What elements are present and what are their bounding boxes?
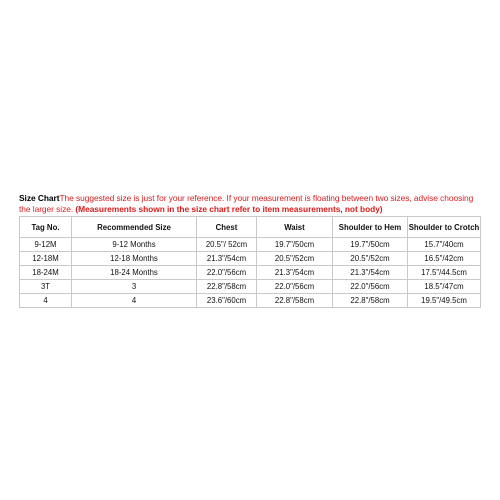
size-table [19, 216, 481, 308]
table-cell: 19.7"/50cm [257, 238, 333, 252]
table-cell: 15.7"/40cm [408, 238, 481, 252]
table-cell: 22.0"/56cm [257, 280, 333, 294]
table-row [20, 266, 481, 280]
table-cell: 22.8"/58cm [257, 294, 333, 308]
table-cell: 23.6"/60cm [197, 294, 257, 308]
size-chart-emphasis: (Measurements shown in the size chart refer to item measurements, not body) [75, 203, 383, 214]
column-header-shoulder-to-hem: Shoulder to Hem [333, 217, 408, 238]
table-cell: 20.5"/52cm [257, 252, 333, 266]
table-cell: 3T [20, 280, 72, 294]
table-cell: 17.5"/44.5cm [408, 266, 481, 280]
table-row [20, 252, 481, 266]
table-cell: 22.0"/56cm [197, 266, 257, 280]
table-cell: 19.7"/50cm [333, 238, 408, 252]
size-chart-intro [19, 193, 479, 214]
column-header-chest: Chest [197, 217, 257, 238]
table-cell: 20.5"/ 52cm [197, 238, 257, 252]
table-row [20, 238, 481, 252]
table-cell: 20.5"/52cm [333, 252, 408, 266]
table-cell: 21.3"/54cm [257, 266, 333, 280]
table-cell: 16.5"/42cm [408, 252, 481, 266]
table-cell: 19.5"/49.5cm [408, 294, 481, 308]
table-cell: 9-12 Months [72, 238, 197, 252]
table-cell: 18-24 Months [72, 266, 197, 280]
table-row [20, 280, 481, 294]
size-chart-title: Size Chart [19, 193, 60, 203]
table-cell: 21.3"/54cm [197, 252, 257, 266]
table-cell: 12-18 Months [72, 252, 197, 266]
table-cell: 22.0"/56cm [333, 280, 408, 294]
table-cell: 22.8"/58cm [197, 280, 257, 294]
table-cell: 3 [72, 280, 197, 294]
table-cell: 4 [20, 294, 72, 308]
table-cell: 12-18M [20, 252, 72, 266]
column-header-tag-no: Tag No. [20, 217, 72, 238]
table-cell: 22.8"/58cm [333, 294, 408, 308]
table-cell: 9-12M [20, 238, 72, 252]
table-cell: 21.3"/54cm [333, 266, 408, 280]
table-header-row [20, 217, 481, 238]
size-chart-note: The suggested size is just for your reference. If your measurement is floating between two sizes, advise choosing the larger size. [19, 193, 474, 214]
table-row [20, 294, 481, 308]
column-header-shoulder-to-crotch: Shoulder to Crotch [408, 217, 481, 238]
size-chart [19, 193, 479, 308]
column-header-recommended-size: Recommended Size [72, 217, 197, 238]
table-cell: 18-24M [20, 266, 72, 280]
table-cell: 4 [72, 294, 197, 308]
column-header-waist: Waist [257, 217, 333, 238]
table-cell: 18.5"/47cm [408, 280, 481, 294]
